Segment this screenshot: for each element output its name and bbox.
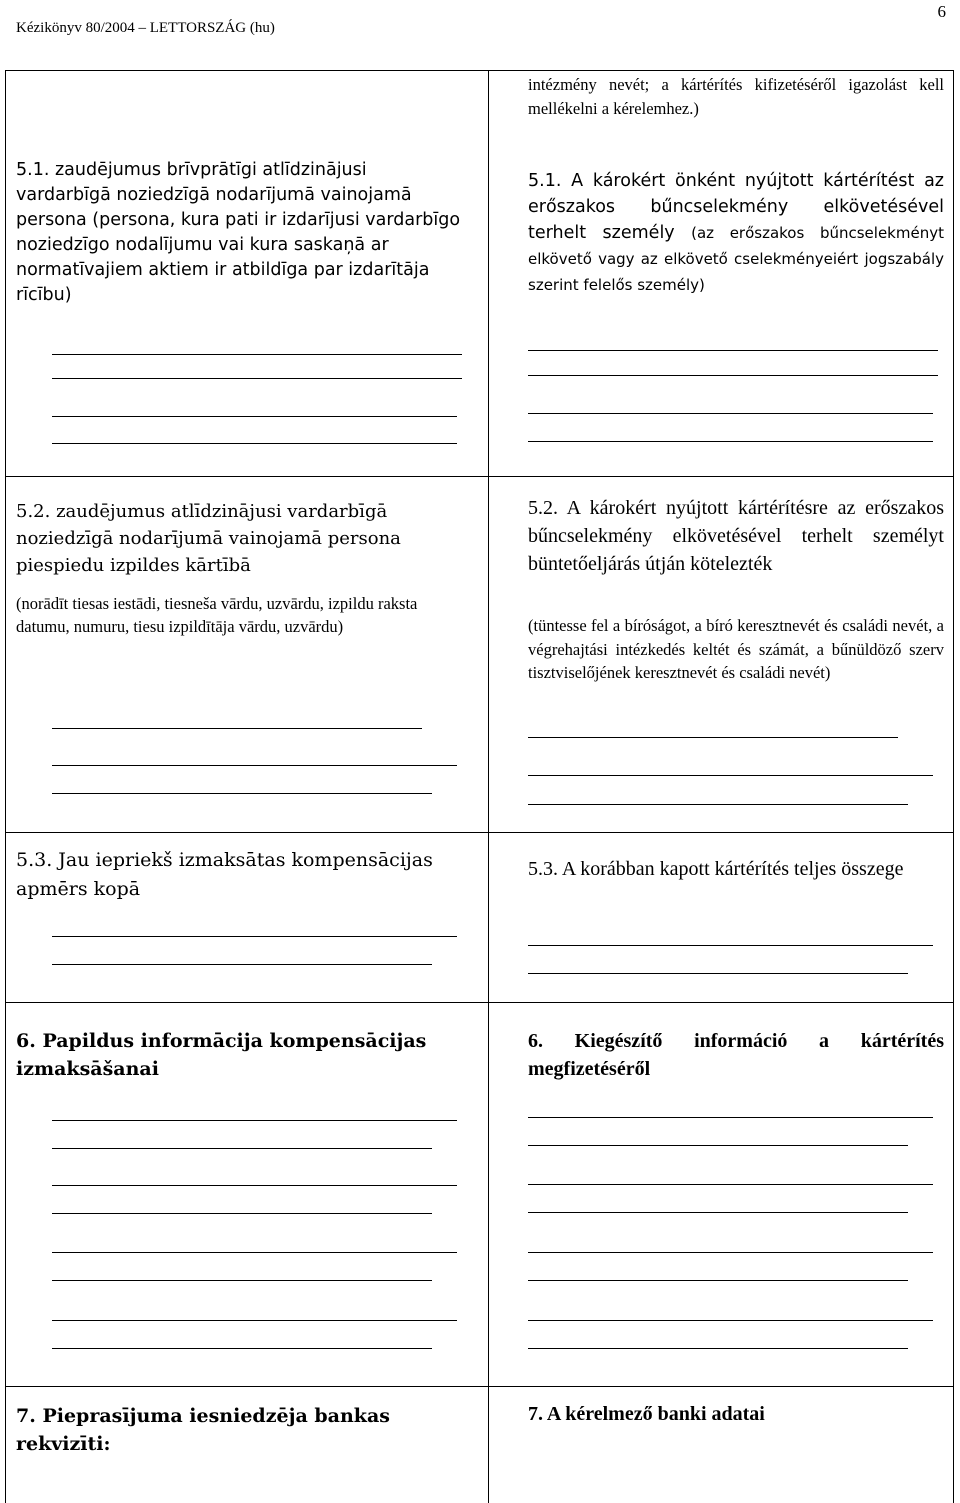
intro-hu-text — [528, 73, 944, 120]
answer-line[interactable] — [52, 354, 462, 355]
section-7-lv-heading: 7. Pieprasījuma iesniedzēja bankas rekvizīti: — [16, 1405, 390, 1455]
answer-line[interactable] — [528, 375, 938, 376]
frame-row-divider — [5, 1386, 953, 1387]
section-5-1-hu-note: (az erőszakos bűncselekményt elkövető vagy az elkövető cselekményeiért jogszabály szerint felelős személy) — [528, 224, 944, 294]
answer-line[interactable] — [528, 1320, 933, 1321]
frame-row-divider — [5, 1002, 953, 1003]
answer-line[interactable] — [528, 973, 908, 974]
section-5-2-lv-note — [16, 592, 464, 638]
answer-line[interactable] — [52, 443, 457, 444]
section-5-3-hu-text: 5.3. A korábban kapott kártérítés teljes összege — [528, 858, 904, 880]
section-5-1-lv — [16, 158, 464, 308]
answer-line[interactable] — [52, 765, 457, 766]
frame-row-divider — [5, 832, 953, 833]
intro-hu-paragraph: intézmény nevét; a kártérítés kifizetéséről igazolást kell mellékelni a kérelemhez.) — [528, 75, 944, 118]
answer-line[interactable] — [528, 1212, 908, 1213]
section-6-lv-heading: 6. Papildus informācija kompensācijas izmaksāšanai — [16, 1030, 427, 1080]
answer-line[interactable] — [52, 1252, 457, 1253]
page-header-title: Kézikönyv 80/2004 – LETTORSZÁG (hu) — [16, 20, 275, 36]
section-5-2-hu — [528, 494, 944, 578]
section-7-hu-heading: 7. A kérelmező banki adatai — [528, 1403, 765, 1425]
answer-line[interactable] — [528, 775, 933, 776]
answer-line[interactable] — [528, 350, 938, 351]
answer-line[interactable] — [528, 1184, 933, 1185]
page-number: 6 — [937, 2, 946, 21]
answer-line[interactable] — [528, 413, 933, 414]
section-5-1-lv-text: 5.1. zaudējumus brīvprātīgi atlīdzinājusi vardarbīgā noziedzīgā nodarījumā vainojamā persona (persona, kura pati ir izdarījusi vardarbīgo noziedzīgo nodalījumu vai kura saskaņā ar normatīvajiem aktiem ir atbildīga par izdarītāja rīcību) — [16, 160, 461, 305]
section-5-3-hu — [528, 855, 944, 883]
section-7-lv — [16, 1402, 436, 1458]
frame-top-border — [5, 70, 953, 71]
section-5-2-hu-note — [528, 614, 944, 685]
answer-line[interactable] — [528, 804, 908, 805]
answer-line[interactable] — [528, 1280, 908, 1281]
section-5-2-hu-note-text: (tüntesse fel a bíróságot, a bíró keresztnevét és családi nevét, a végrehajtási intézkedés keltét és számát, a bűnüldöző szerv tisztviselőjének keresztnevét és családi nevét) — [528, 616, 944, 682]
answer-line[interactable] — [52, 1320, 457, 1321]
answer-line[interactable] — [528, 1252, 933, 1253]
answer-line[interactable] — [52, 416, 457, 417]
section-5-1-hu — [528, 168, 944, 298]
section-5-3-lv — [16, 846, 464, 904]
section-5-1-hu-text: 5.1. A károkért önként nyújtott kártérítést az erőszakos bűncselekmény elkövetésével terhelt személy — [528, 171, 944, 243]
answer-line[interactable] — [52, 1185, 457, 1186]
answer-line[interactable] — [52, 1120, 457, 1121]
answer-line[interactable] — [52, 1148, 432, 1149]
answer-line[interactable] — [528, 1348, 908, 1349]
frame-right-border — [953, 70, 954, 1503]
frame-row-divider — [5, 476, 953, 477]
section-5-2-lv-note-text: (norādīt tiesas iestādi, tiesneša vārdu, uzvārdu, izpildu raksta datumu, numuru, tiesu izpildītāja vārdu, uzvārdu) — [16, 594, 418, 636]
frame-center-divider — [488, 70, 489, 1503]
answer-line[interactable] — [52, 1213, 432, 1214]
section-5-2-hu-text: 5.2. A károkért nyújtott kártérítésre az erőszakos bűncselekmény elkövetésével terhelt személyt büntetőeljárás útján kötelezték — [528, 497, 944, 575]
section-6-hu-heading: 6. Kiegészítő információ a kártérítés megfizetéséről — [528, 1030, 944, 1080]
answer-line[interactable] — [52, 1348, 432, 1349]
answer-line[interactable] — [52, 793, 432, 794]
answer-line[interactable] — [52, 964, 432, 965]
section-5-2-lv — [16, 498, 464, 579]
answer-line[interactable] — [528, 441, 933, 442]
section-6-lv — [16, 1027, 436, 1083]
answer-line[interactable] — [52, 728, 422, 729]
section-5-3-lv-text: 5.3. Jau iepriekš izmaksātas kompensācijas apmērs kopā — [16, 849, 433, 900]
answer-line[interactable] — [52, 936, 457, 937]
answer-line[interactable] — [528, 1117, 933, 1118]
section-6-hu — [528, 1027, 944, 1083]
section-7-hu — [528, 1400, 944, 1428]
answer-line[interactable] — [52, 1280, 432, 1281]
answer-line[interactable] — [52, 378, 462, 379]
answer-line[interactable] — [528, 737, 898, 738]
section-5-2-lv-text: 5.2. zaudējumus atlīdzinājusi vardarbīgā noziedzīgā nodarījumā vainojamā persona piespiedu izpildes kārtībā — [16, 501, 401, 576]
answer-line[interactable] — [528, 1145, 908, 1146]
frame-left-border — [5, 70, 6, 1503]
answer-line[interactable] — [528, 945, 933, 946]
